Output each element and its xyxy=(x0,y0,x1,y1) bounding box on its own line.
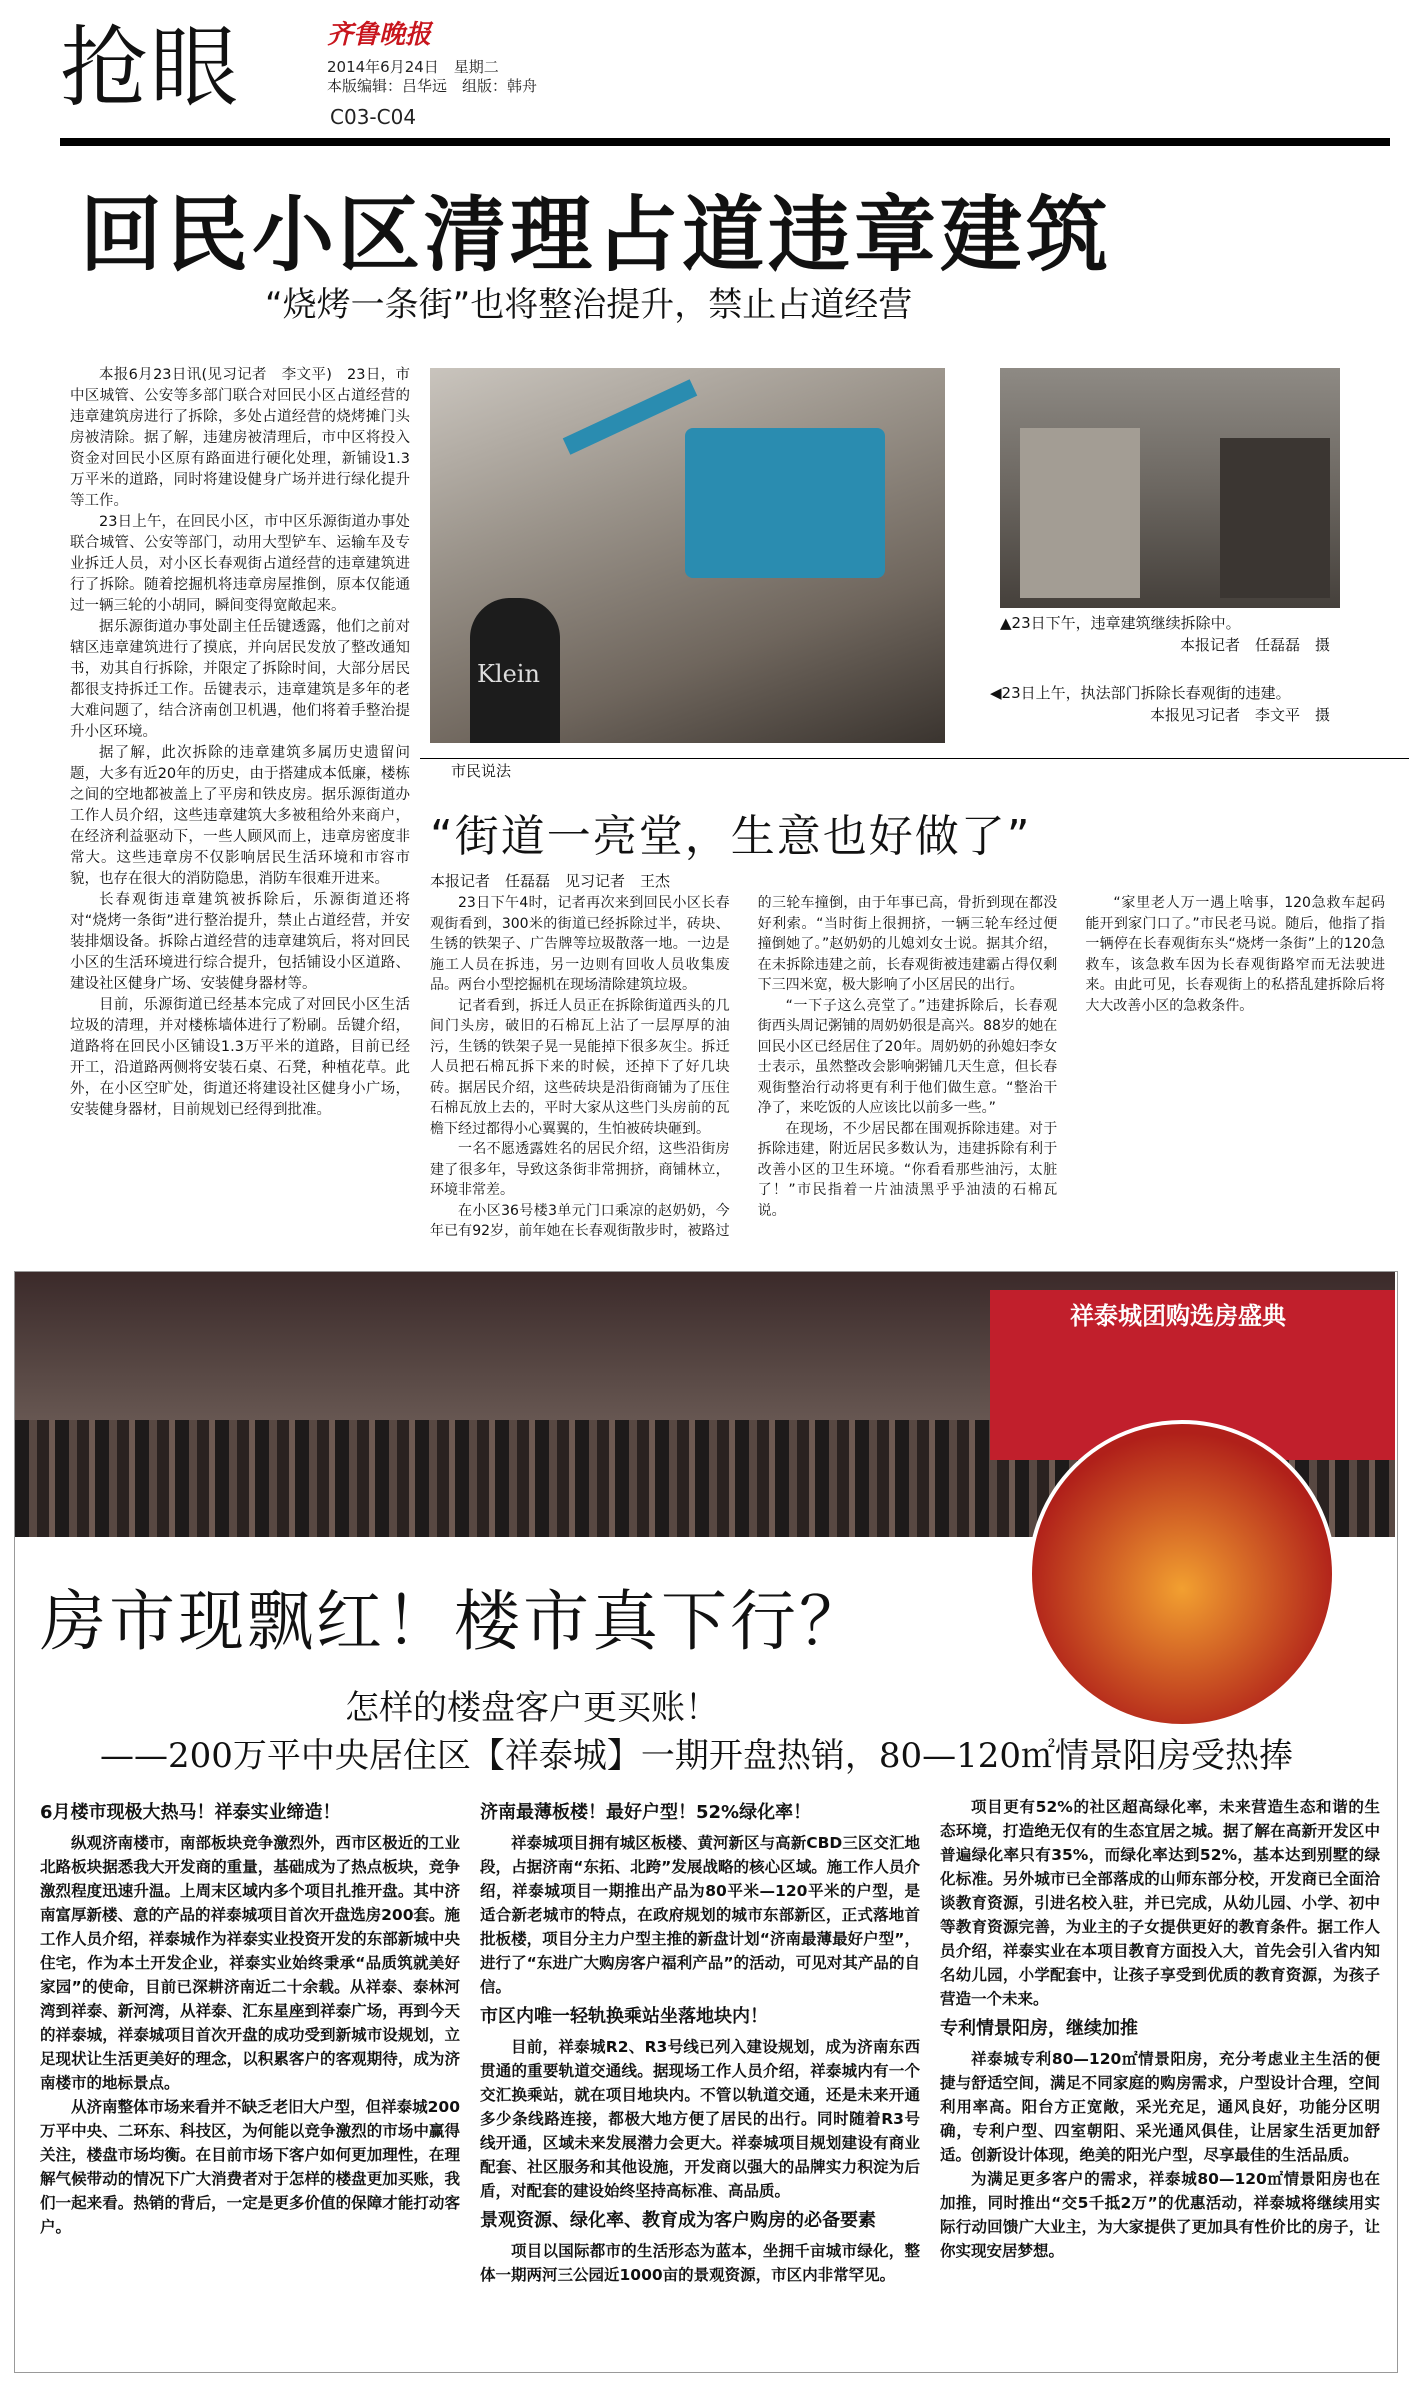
side-paragraph: 在小区36号楼3单元门口乘凉的赵奶奶，今年已有92岁，前年她在长春观街散步时，被路过的三轮车撞倒，由于年事已高，骨折到现在都没好利索。“当时街上很拥挤，一辆三轮车经过便撞倒她了。”赵奶奶的儿媳刘女士说。据其介绍，在未拆除违建之前，长春观街被违建霸占得仅剩下三四米宽，极大影响了小区居民的出行。 xyxy=(430,895,1058,1239)
advert-column-1 xyxy=(40,1795,460,2355)
shirt-text: Klein xyxy=(477,660,540,688)
advert-section-title: 专利情景阳房，继续加推 xyxy=(940,2018,1138,2039)
section-divider xyxy=(420,758,1409,759)
side-byline: 本报记者 任磊磊 见习记者 王杰 xyxy=(430,872,671,890)
advert-headline: 房市现飘红！楼市真下行？ xyxy=(40,1583,868,1660)
advert-section-title: 6月楼市现极大热马！祥泰实业缔造！ xyxy=(40,1802,341,1823)
side-paragraph: 记者看到，拆迁人员正在拆除街道西头的几间门头房，破旧的石棉瓦上沾了一层厚厚的油污，生锈的铁架子晃一晃能掉下很多灰尘。拆迁人员把石棉瓦拆下来的时候，还掉下了好几块砖。据居民介绍，这些砖块是沿街商铺为了压住石棉瓦放上去的，平时大家从这些门头房前的瓦檐下经过都得小心翼翼的，生怕被砖块砸到。 xyxy=(430,997,730,1137)
advert-subhead-2: ——200万平中央居住区【祥泰城】一期开盘热销，80—120㎡情景阳房受热捧 xyxy=(100,1736,1294,1776)
side-paragraph: 在现场，不少居民都在围观拆除违建。对于拆除违建，附近居民多数认为，违建拆除有利于改善小区的卫生环境。“你看看那些油污，太脏了！”市民指着一片油渍黑乎乎油渍的石棉瓦说。 xyxy=(757,1120,1058,1219)
advert-section-title: 济南最薄板楼！最好户型！52%绿化率！ xyxy=(480,1802,812,1823)
excavator-shape xyxy=(685,428,885,578)
building-shape xyxy=(1220,438,1330,598)
story-subhead: “烧烤一条街”也将整治提升，禁止占道经营 xyxy=(265,285,913,325)
issue-date: 2014年6月24日 星期二 xyxy=(327,58,499,76)
caption-credit: 本报见习记者 李文平 摄 xyxy=(1149,706,1330,724)
story-paragraph: 23日上午，在回民小区，市中区乐源街道办事处联合城管、公安等部门，动用大型铲车、运输车及专业拆迁人员，对小区长春观街占道经营的违章建筑进行了拆除。随着挖掘机将违章房屋推倒，原本仅能通过一辆三轮的小胡同，瞬间变得宽敞起来。 xyxy=(70,514,410,614)
section-tag: 市民说法 xyxy=(445,760,517,781)
advert-paragraph: 项目以国际都市的生活形态为蓝本，坐拥千亩城市绿化，整体一期两河三公园近1000亩的景观资源，市区内非常罕见。 xyxy=(480,2242,920,2284)
advert-subhead: 怎样的楼盘客户更买账！ xyxy=(345,1688,719,1728)
excavator-arm xyxy=(563,379,697,454)
story-paragraph: 长春观街违章建筑被拆除后，乐源街道还将对“烧烤一条街”进行整治提升，禁止占道经营，并安装排烟设备。拆除占道经营的违章建筑后，将对回民小区的生活环境进行综合提升，包括铺设小区道路、建设社区健身广场、安装健身器材等。 xyxy=(70,892,410,992)
advert-section-title: 市区内唯一轻轨换乘站坐落地块内！ xyxy=(480,2006,768,2027)
advert-column-2 xyxy=(480,1795,920,2355)
side-paragraph: 一名不愿透露姓名的居民介绍，这些沿街房建了很多年，导致这条街非常拥挤，商铺林立，环境非常差。 xyxy=(430,1141,730,1198)
caption-text: ▲23日下午，违章建筑继续拆除中。 xyxy=(1000,614,1241,632)
side-body xyxy=(430,893,1385,1248)
story-paragraph: 目前，乐源街道已经基本完成了对回民小区生活垃圾的清理，并对楼栋墙体进行了粉刷。岳键介绍，道路将在回民小区铺设1.3万平米的道路，目前已经开工，沿道路两侧将安装石桌、石凳，种植花草。此外，在小区空旷处，街道还将建设社区健身小广场，安装健身器材，目前规划已经得到批准。 xyxy=(70,997,410,1118)
advert-column-3 xyxy=(940,1795,1380,2355)
side-paragraph: “家里老人万一遇上啥事，120急救车起码能开到家门口了。”市民老马说。随后，他指了指一辆停在长春观街东头“烧烤一条街”上的120急救车，该急救车因为长春观街路窄而无法驶进来。由此可见，长春观街上的私搭乱建拆除后将大大改善小区的急救条件。 xyxy=(1085,895,1385,1014)
paper-logo: 齐鲁晚报 xyxy=(327,20,432,50)
story-paragraph: 据了解，此次拆除的违章建筑多属历史遗留问题，大多有近20年的历史，由于搭建成本低廉，楼栋之间的空地都被盖上了平房和铁皮房。据乐源街道办工作人员介绍，这些违章建筑大多被租给外来商户，在经济利益驱动下，一些人顾风而上，违章房密度非常大。这些违章房不仅影响居民生活环境和市容市貌，也存在很大的消防隐患，消防车很难开进来。 xyxy=(70,745,410,887)
stage-banner: 祥泰城团购选房盛典 xyxy=(1070,1302,1286,1330)
advert-paragraph: 项目更有52%的社区超高绿化率，未来营造生态和谐的生态环境，打造绝无仅有的生态宜居之城。据了解在高新开发区中普遍绿化率只有35%，而绿化率达到52%，基本达到别墅的绿化标准。另外城市已全部落成的山师东部分校，开发商已全面洽谈教育资源，引进名校入驻，并已完成，从幼儿园、小学、初中等教育资源完善，为业主的子女提供更好的教育条件。据工作人员介绍，祥泰实业在本项目教育方面投入大，首先会引入省内知名幼儿园，小学配套中，让孩子享受到优质的教育资源，为孩子营造一个未来。 xyxy=(940,1798,1380,2008)
demolition-photo-2 xyxy=(1000,368,1340,608)
advert-paragraph: 目前，祥泰城R2、R3号线已列入建设规划，成为济南东西贯通的重要轨道交通线。据现场工作人员介绍，祥泰城内有一个交汇换乘站，就在项目地块内。不管以轨道交通，还是未来开通多少条线路连接，都极大地方便了居民的出行。同时随着R3号线开通，区域未来发展潜力会更大。祥泰城项目规划建设有商业配套、社区服务和其他设施，开发商以强大的品牌实力积淀为后盾，对配套的建设始终坚持高标准、高品质。 xyxy=(480,2038,920,2200)
advert-paragraph: 从济南整体市场来看并不缺乏老旧大户型，但祥泰城200万平中央、二环东、科技区，为何能以竞争激烈的市场中赢得关注，楼盘市场均衡。在目前市场下客户如何更加理性，在理解气候带动的情况下广大消费者对于怎样的楼盘更加买账，我们一起来看。热销的背后，一定是更多价值的保障才能打动客户。 xyxy=(40,2098,460,2236)
photo-caption-2 xyxy=(990,682,1350,726)
building-shape xyxy=(1020,428,1140,598)
side-paragraph: 23日下午4时，记者再次来到回民小区长春观街看到，300米的街道已经拆除过半，砖块、生锈的铁架子、广告牌等垃圾散落一地。一边是施工人员在拆违，另一边则有回收人员收集废品。两台小型挖掘机在现场清除建筑垃圾。 xyxy=(430,895,730,993)
photo-caption-1 xyxy=(1000,612,1350,656)
side-paragraph: “一下子这么亮堂了。”违建拆除后，长春观街西头周记粥铺的周奶奶很是高兴。88岁的她在回民小区已经居住了20年。周奶奶的孙媳妇李女士表示，虽然整改会影响粥铺几天生意，但长春观街整治行动将更有利于他们做生意。“整治干净了，来吃饭的人应该比以前多一些。” xyxy=(757,997,1058,1116)
caption-credit: 本报记者 任磊磊 摄 xyxy=(1179,636,1330,654)
issue-editors: 本版编辑：吕华远 组版：韩舟 xyxy=(327,77,538,95)
issue-meta xyxy=(327,58,537,96)
section-title: 抢眼 xyxy=(60,16,241,119)
advert-paragraph: 祥泰城专利80—120㎡情景阳房，充分考虑业主生活的便捷与舒适空间，满足不同家庭的购房需求，户型设计合理，空间利用率高。阳台方正宽敞，采光充足，通风良好，功能分区明确，专利户型、四室朝阳、采光通风俱佳，让居家生活更加舒适。创新设计体现，绝美的阳光户型，尽享最佳的生活品质。 xyxy=(940,2050,1380,2164)
story-headline: 回民小区清理占道违章建筑 xyxy=(80,188,1113,283)
story-paragraph: 本报6月23日讯(见习记者 李文平) 23日，市中区城管、公安等多部门联合对回民小区占道经营的违章建筑房进行了拆除，多处占道经营的烧烤摊门头房被清除。据了解，违建房被清理后，市中区将投入资金对回民小区原有路面进行硬化处理，新铺设1.3万平米的道路，同时将建设健身广场并进行绿化提升等工作。 xyxy=(70,367,410,509)
masthead-rule xyxy=(60,138,1390,146)
story-body xyxy=(70,365,410,1245)
caption-text: ◀23日上午，执法部门拆除长春观街的违建。 xyxy=(990,684,1291,702)
inset-photo xyxy=(1028,1420,1336,1728)
advert-paragraph: 祥泰城项目拥有城区板楼、黄河新区与高新CBD三区交汇地段，占据济南“东拓、北跨”发展战略的核心区域。施工作人员介绍，祥泰城项目一期推出产品为80平米—120平米的户型，是适合新老城市的特点，在政府规划的城市东部新区，正式落地首批板楼，项目分主力户型主推的新盘计划“济南最薄最好户型”，进行了“东进广大购房客户福利产品”的活动，可见对其产品的自信。 xyxy=(480,1834,920,1996)
page-numbers: C03-C04 xyxy=(330,105,417,129)
advert-paragraph: 纵观济南楼市，南部板块竞争激烈外，西市区极近的工业北路板块据悉我大开发商的重量，基础成为了热点板块，竞争激烈程度迅速升温。上周末区域内多个项目扎推开盘。其中济南富厚新楼、意的产品的祥泰城项目首次开盘选房200套。施工作人员介绍，祥泰城作为祥泰实业投资开发的东部新城中央住宅，作为本土开发企业，祥泰实业始终秉承“品质筑就美好家园”的使命，目前已深耕济南近二十余载。从祥泰、泰林河湾到祥泰、新河湾，从祥泰、汇东星座到祥泰广场，再到今天的祥泰城，祥泰城项目首次开盘的成功受到新城市设规划，立足现状让生活更美好的理念，以积累客户的客观期待，成为济南楼市的地标景点。 xyxy=(40,1834,460,2092)
story-paragraph: 据乐源街道办事处副主任岳键透露，他们之前对辖区违章建筑进行了摸底，并向居民发放了整改通知书，劝其自行拆除，并限定了拆除时间，大部分居民都很支持拆迁工作。岳键表示，违章建筑是多年的老大难问题了，结合济南创卫机遇，他们将着手整治提升小区环境。 xyxy=(70,619,410,740)
demolition-photo xyxy=(430,368,945,743)
advert-paragraph: 为满足更多客户的需求，祥泰城80—120㎡情景阳房也在加推，同时推出“交5千抵2万”的优惠活动，祥泰城将继续用实际行动回馈广大业主，为大家提供了更加具有性价比的房子，让你实现安居梦想。 xyxy=(940,2170,1380,2260)
side-headline: “街道一亮堂，生意也好做了” xyxy=(430,811,1032,862)
advert-section-title: 景观资源、绿化率、教育成为客户购房的必备要素 xyxy=(480,2210,876,2231)
